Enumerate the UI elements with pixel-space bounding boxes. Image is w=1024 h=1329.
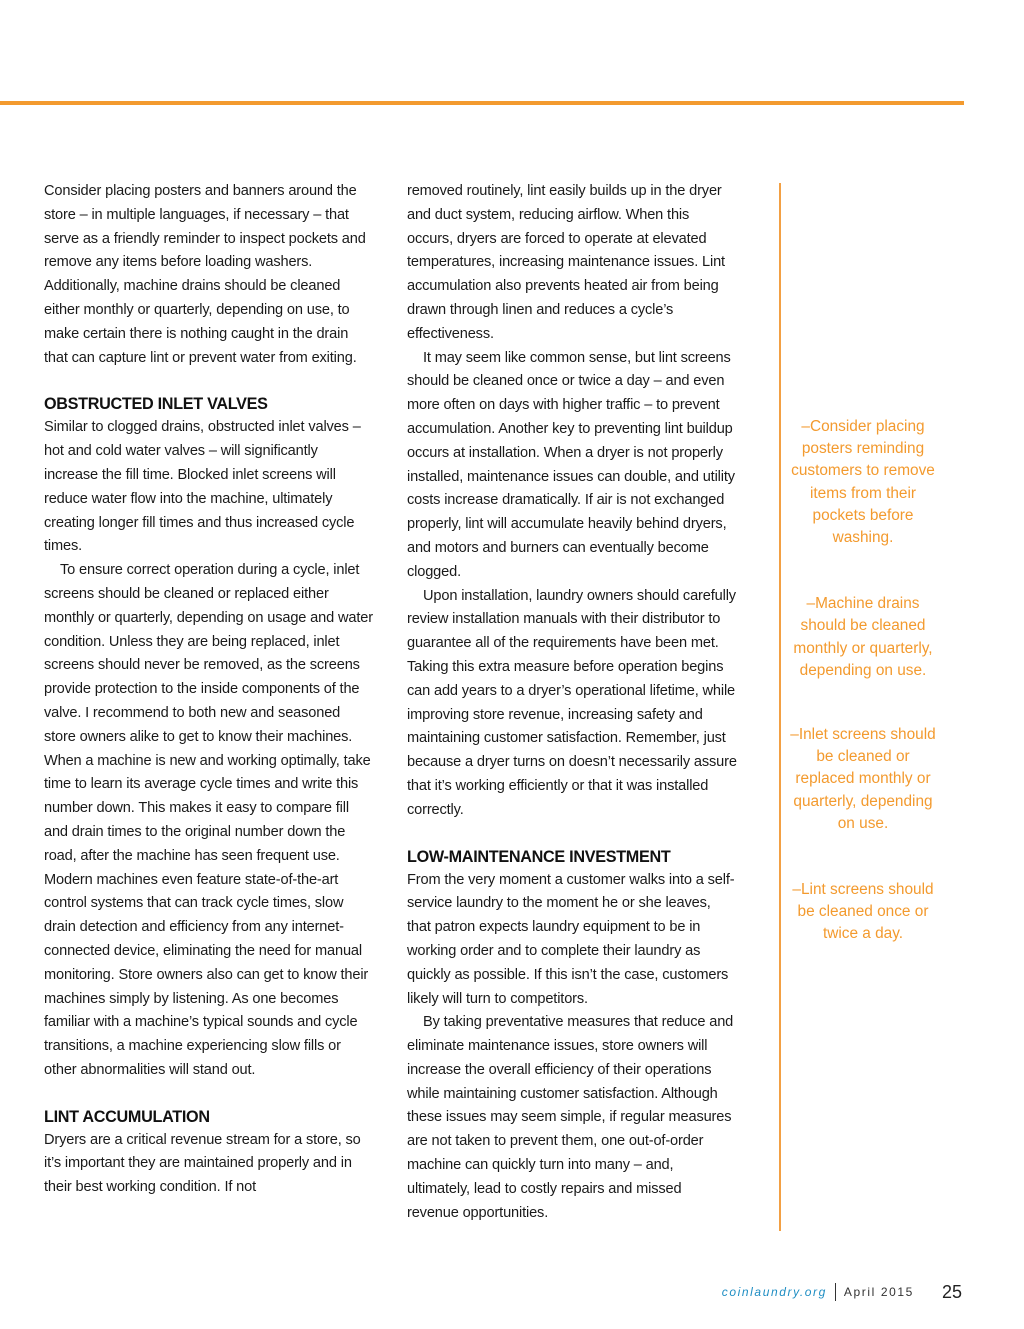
paragraph: Similar to clogged drains, obstructed inlet valves – hot and cold water valves – will significantly increase the fill time. Blocked inlet screens will reduce water flow into the machine, ultimately creating longer fill times and thus increased cycle times. — [44, 419, 361, 555]
article-column-1 — [44, 180, 374, 1200]
paragraph: To ensure correct operation during a cycle, inlet screens should be cleaned or replaced either monthly or quarterly, depending on usage and water condition. Unless they are being replaced, inlet screens should never be removed, as the screens provide protection to the inside components of the valve. I recommend to both new and seasoned store owners alike to get to know their machines. When a machine is new and working optimally, take time to learn its average cycle times and write this number down. This makes it easy to compare fill and drain times to the original number down the road, after the machine has seen frequent use. Modern machines even feature state-of-the-art control systems that can track cycle times, slow drain detection and efficiency from any internet-connected device, eliminating the need for manual monitoring. Store owners also can get to know their machines simply by listening. As one becomes familiar with a machine’s typical sounds and cycle transitions, a machine experiencing slow fills or other abnormalities will stand out. — [44, 562, 373, 1078]
sidebar-pull-quotes — [788, 416, 938, 990]
paragraph: It may seem like common sense, but lint screens should be cleaned once or twice a day – and even more often on days with higher traffic – to prevent accumulation. Another key to preventing lint buildup occurs at installation. When a dryer is not properly installed, maintenance issues can double, and utility costs increase dramatically. If air is not exchanged properly, lint will accumulate heavily behind dryers, and motors and burners can eventually become clogged. — [407, 349, 735, 580]
footer-issue-date: April 2015 — [843, 1285, 914, 1299]
footer-site-link[interactable]: coinlaundry.org — [721, 1285, 827, 1299]
page-footer — [722, 1280, 962, 1304]
section-heading-low-maintenance-investment: LOW-MAINTENANCE INVESTMENT — [407, 847, 671, 866]
article-column-2 — [407, 180, 737, 1225]
sidebar-divider — [779, 183, 781, 1231]
pull-quote-lint-screens: –Lint screens should be cleaned once or twice a day. — [792, 881, 934, 943]
footer-separator — [835, 1283, 836, 1301]
section-heading-lint-accumulation: LINT ACCUMULATION — [44, 1107, 210, 1126]
page-number: 25 — [941, 1281, 962, 1302]
paragraph: By taking preventative measures that reduce and eliminate maintenance issues, store owners will increase the overall efficiency of their operations while maintaining customer satisfaction. Although these issues may seem simple, if regular measures are not taken to prevent them, one out-of-order machine can quickly turn into many – and, ultimately, lead to costly repairs and missed revenue opportunities. — [407, 1014, 734, 1221]
header-rule — [0, 101, 964, 105]
paragraph: Upon installation, laundry owners should carefully review installation manuals with their distributor to guarantee all of the requirements have been met. Taking this extra measure before operation begins can add years to a dryer’s operational lifetime, while improving store revenue, increasing safety and maintaining customer satisfaction. Remember, just because a dryer turns on doesn’t necessarily assure that it’s working efficiently or that it was installed correctly. — [407, 587, 737, 818]
paragraph: Consider placing posters and banners around the store – in multiple languages, if necessary – that serve as a friendly reminder to inspect pockets and remove any items before loading washers. Additionally, machine drains should be cleaned either monthly or quarterly, depending on use, to make certain there is nothing caught in the drain that can capture lint or prevent water from exiting. — [44, 183, 366, 366]
pull-quote-posters: –Consider placing posters reminding customers to remove items from their pockets before washing. — [791, 418, 935, 547]
pull-quote-inlet-screens: –Inlet screens should be cleaned or replaced monthly or quarterly, depending on use. — [790, 726, 936, 832]
paragraph: Dryers are a critical revenue stream for a store, so it’s important they are maintained properly and in their best working condition. If not — [44, 1131, 361, 1196]
paragraph: removed routinely, lint easily builds up in the dryer and duct system, reducing airflow. When this occurs, dryers are forced to operate at elevated temperatures, increasing maintenance issues. Lint accumulation also prevents heated air from being drawn through linen and reduces a cycle’s effectiveness. — [407, 183, 725, 342]
paragraph: From the very moment a customer walks into a self-service laundry to the moment he or she leaves, that patron expects laundry equipment to be in working order and to complete their laundry as quickly as possible. If this isn’t the case, customers likely will turn to competitors. — [407, 871, 735, 1007]
section-heading-obstructed-inlet-valves: OBSTRUCTED INLET VALVES — [44, 395, 268, 414]
pull-quote-drains: –Machine drains should be cleaned monthly or quarterly, depending on use. — [793, 595, 933, 679]
